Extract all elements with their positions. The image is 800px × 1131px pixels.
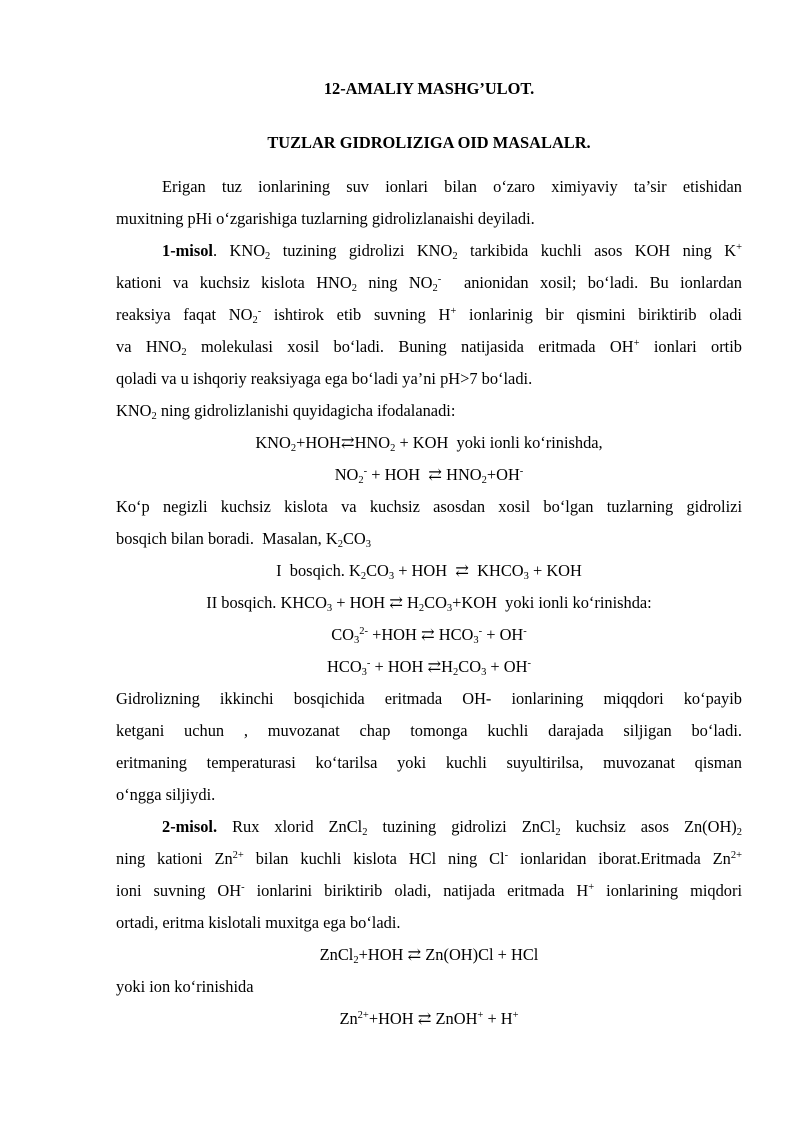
second-stage-line-3: eritmaning temperaturasi ko‘tarilsa yoki kuchli suyultirilsa, muvozanat qisman (116, 753, 742, 772)
example1-label: 1-misol (162, 241, 213, 260)
example1-line-4: va $HNO_2$ molekulasi xosil bo‘ladi. Buning natijasida eritmada OH+ ionlari ortib (116, 337, 742, 358)
second-stage-line-2: ketgani uchun , muvozanat chap tomonga kuchli darajada siljigan bo‘ladi. (116, 721, 742, 740)
ion-form-label: yoki ion ko‘rinishida (116, 977, 254, 996)
second-stage-line-4: o‘ngga siljiydi. (116, 785, 216, 804)
example2-line-2: ning kationi $Zn^{2+}$ bilan kuchli kislota HCl ning Cl- ionlaridan iborat.Eritmada $Zn^{2+}$ (116, 849, 742, 868)
page-title: 12-AMALIY MASHG’ULOT. (323, 79, 535, 98)
equation-3: $CO_3^{2-} +HOH$ ⇄ $HCO_3^- + OH^-$ (331, 625, 527, 646)
equation-6: $Zn^{2+}+HOH$ ⇄ ZnOH+ + H+ (339, 1009, 519, 1028)
example2-line-4: ortadi, eritma kislotali muxitga ega bo‘ladi. (116, 913, 401, 932)
example2-line-3: ioni suvning OH- ionlarini biriktirib oladi, natijada eritmada H+ ionlarining miqdori (116, 881, 742, 900)
equation-4: $HCO_3^-$ + HOH $⇄H_2CO_3 + OH^-$ (327, 657, 531, 678)
equation-1: $KNO_2+HOH⇄HNO_2$ + KOH yoki ionli ko‘rinishda, (255, 433, 603, 454)
example1-line-1: 1-misol. $KNO_2$ tuzining gidrolizi $KNO_2$ tarkibida kuchli asos KOH ning K+ (162, 241, 742, 262)
example2-line-1: 2-misol. Rux xlorid ZnCl$_2$ tuzining gidrolizi ZnCl$_2$ kuchsiz asos $Zn(OH)_2$ (162, 817, 742, 838)
intro-line-1: Erigan tuz ionlarining suv ionlari bilan o‘zaro ximiyaviy ta’sir etishidan (162, 177, 742, 196)
example2-label: 2-misol. (162, 817, 218, 836)
equation-2: $NO_2^-$ + HOH ⇄ $HNO_2+OH^-$ (334, 465, 524, 486)
equation-5: ZnCl$_2$+HOH ⇄ Zn(OH)Cl + HCl (319, 945, 539, 966)
step-2-equation: II bosqich. $KHCO_3$ + HOH ⇄ $H_2CO_3+KOH$ yoki ionli ko‘rinishda: (206, 593, 652, 614)
second-stage-line-1: Gidrolizning ikkinchi bosqichida eritmada OH- ionlarining miqqdori ko‘payib (116, 689, 742, 708)
polybasic-line-2: bosqich bilan boradi. Masalan, $K_2CO_3$ (116, 529, 371, 550)
polybasic-line-1: Ko‘p negizli kuchsiz kislota va kuchsiz asosdan xosil bo‘lgan tuzlarning gidrolizi (116, 497, 742, 516)
example1-line-3: reaksiya faqat $NO_2^-$ ishtirok etib suvning H+ ionlarinig bir qismini biriktirib oladi (116, 305, 742, 326)
example1-line-2: kationi va kuchsiz kislota $HNO_2$ ning $NO_2^-$ anionidan xosil; bo‘ladi. Bu ionlardan (116, 273, 743, 294)
page-subtitle: TUZLAR GIDROLIZIGA OID MASALALR. (267, 133, 591, 152)
example1-line-6: $KNO_2$ ning gidrolizlanishi quyidagicha ifodalanadi: (116, 401, 456, 422)
intro-line-2: muxitning pHi o‘zgarishiga tuzlarning gidrolizlanaishi deyiladi. (116, 209, 535, 228)
example1-line-5: qoladi va u ishqoriy reaksiyaga ega bo‘ladi ya’ni pH>7 bo‘ladi. (116, 369, 533, 388)
step-1-equation: I bosqich. $K_2CO_3$ + HOH ⇄ $KHCO_3$ + KOH (276, 561, 582, 582)
